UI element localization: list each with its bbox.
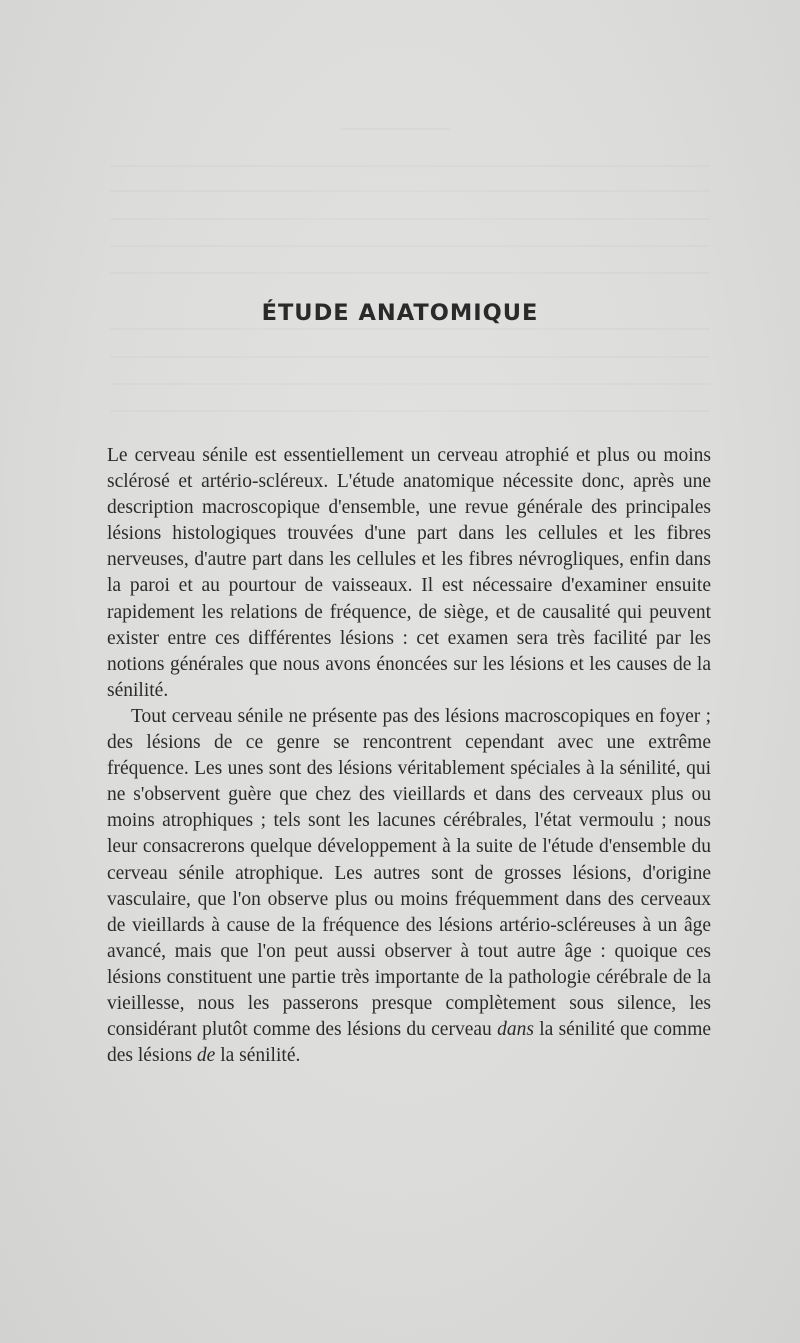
paragraph-1: Le cerveau sénile est essentiellement un cerveau atrophié et plus ou moins sclérosé et artério-scléreux. L'étude anatomique nécessite donc, après une description macroscopique d'ensemble, une revue générale des principales lésions histologiques trouvées d'une part dans les cellules et les fibres nerveuses, d'autre part dans les cellules et les fibres névrogliques, enfin dans la paroi et au pourtour de vaisseaux. Il est nécessaire d'examiner ensuite rapidement les relations de fréquence, de siège, et de causalité qui peuvent exister entre ces différentes lésions : cet examen sera très facilité par les notions générales que nous avons énoncées sur les lésions et les causes de la sénilité.	[107, 445, 711, 701]
bleed-through-shadow	[0, 0, 800, 460]
paragraph-2-part-c: la sénilité.	[220, 1045, 301, 1067]
body-text	[107, 443, 711, 1069]
emphasis-dans: dans	[497, 1019, 534, 1041]
paragraph-2	[107, 704, 711, 1069]
emphasis-de: de	[196, 1045, 216, 1067]
paragraph-2-part-b: la sénilité que comme des lésions	[107, 1019, 712, 1067]
paragraph-2-part-a: Tout cerveau sénile ne présente pas des lésions macroscopiques en foyer ; des lésions de ce genre se rencontrent cependant avec une extrême fréquence. Les unes sont des lésions véritablement spéciales à la sénilité, qui ne s'observent guère que chez des vieillards et dans des cerveaux plus ou moins atrophiques ; tels sont les lacunes cérébrales, l'état vermoulu ; nous leur consacrerons quelque développement à la suite de l'étude d'ensemble du cerveau sénile atrophique. Les autres sont de grosses lésions, d'origine vasculaire, que l'on observe plus ou moins fréquemment dans des cerveaux de vieillards à cause de la fréquence des lésions artério-scléreuses à un âge avancé, mais que l'on peut aussi observer à tout autre âge : quoique ces lésions constituent une partie très importante de la pathologie cérébrale de la vieillesse, nous les passerons presque complètement sous silence, les considérant plutôt comme des lésions du cerveau	[107, 705, 711, 1041]
page-title: ÉTUDE ANATOMIQUE	[261, 300, 539, 326]
